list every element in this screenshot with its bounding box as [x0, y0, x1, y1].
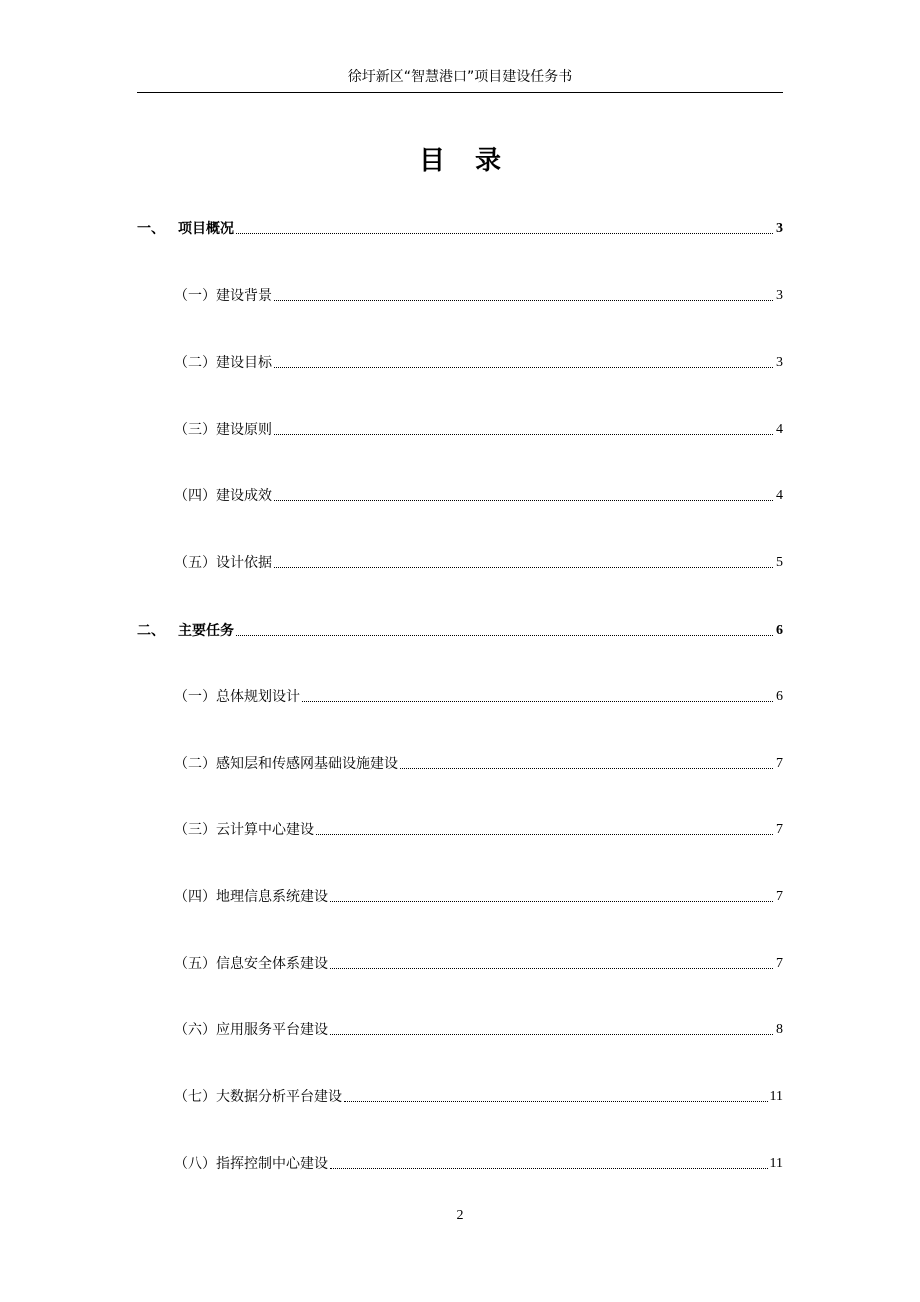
toc-leader-dots [274, 366, 773, 368]
toc-page: 4 [776, 488, 783, 503]
toc-page: 8 [776, 1022, 783, 1037]
toc-page: 6 [776, 689, 783, 704]
toc-entry[interactable] [137, 817, 783, 839]
toc-label: 设计依据 [216, 555, 272, 571]
toc-number: （一） [174, 288, 216, 304]
toc-page: 7 [776, 756, 783, 771]
toc-label: 应用服务平台建设 [216, 1022, 328, 1038]
toc-page: 11 [769, 1089, 783, 1104]
toc-number: （三） [174, 822, 216, 838]
toc-title: 目录 [418, 146, 531, 176]
toc-leader-dots [302, 700, 773, 702]
toc-label: 信息安全体系建设 [216, 956, 328, 972]
toc-number: （五） [174, 555, 216, 571]
toc-label: 地理信息系统建设 [216, 889, 328, 905]
toc-label: 建设原则 [216, 422, 272, 438]
toc-page: 6 [776, 623, 783, 638]
toc-entry[interactable] [137, 550, 783, 572]
toc-number: （六） [174, 1022, 216, 1038]
toc-page: 11 [769, 1156, 783, 1171]
toc-leader-dots [236, 232, 773, 234]
toc-number: （七） [174, 1089, 216, 1105]
toc-page: 5 [776, 555, 783, 570]
toc-leader-dots [316, 833, 773, 835]
toc-number: （三） [174, 422, 216, 438]
toc-leader-dots [330, 967, 773, 969]
toc-leader-dots [344, 1100, 768, 1102]
toc-page: 7 [776, 889, 783, 904]
toc-number: （四） [174, 889, 216, 905]
toc-leader-dots [400, 767, 773, 769]
toc-leader-dots [330, 1033, 773, 1035]
toc-number: （五） [174, 956, 216, 972]
toc-label: 云计算中心建设 [216, 822, 314, 838]
page-number: 2 [456, 1208, 464, 1223]
toc-leader-dots [274, 433, 773, 435]
toc-entry[interactable] [137, 1084, 783, 1106]
toc-leader-dots [330, 900, 773, 902]
toc-label: 建设成效 [216, 488, 272, 504]
toc-leader-dots [274, 299, 773, 301]
toc-label: 项目概况 [178, 221, 234, 237]
toc-number: （一） [174, 689, 216, 705]
toc-number: （二） [174, 355, 216, 371]
toc-entry[interactable] [137, 417, 783, 439]
toc-page: 7 [776, 956, 783, 971]
toc-label: 建设背景 [216, 288, 272, 304]
toc-entry[interactable] [137, 283, 783, 305]
toc-page: 4 [776, 422, 783, 437]
toc-number: （二） [174, 756, 216, 772]
toc-leader-dots [274, 499, 773, 501]
toc-leader-dots [236, 634, 773, 636]
toc-entry[interactable] [137, 751, 783, 773]
toc-label: 总体规划设计 [216, 689, 300, 705]
toc-page: 3 [776, 355, 783, 370]
toc-page: 7 [776, 822, 783, 837]
toc-leader-dots [330, 1167, 768, 1169]
toc-number: （八） [174, 1156, 216, 1172]
toc-entry[interactable] [137, 216, 783, 238]
toc-entry[interactable] [137, 1017, 783, 1039]
toc-entry[interactable] [137, 951, 783, 973]
toc-number: （四） [174, 488, 216, 504]
toc-entry[interactable] [137, 350, 783, 372]
toc-entry[interactable] [137, 884, 783, 906]
toc-number: 二、 [137, 623, 165, 639]
toc-label: 指挥控制中心建设 [216, 1156, 328, 1172]
toc-number: 一、 [137, 221, 165, 237]
toc-entry[interactable] [137, 1151, 783, 1173]
toc-label: 建设目标 [216, 355, 272, 371]
header-divider [137, 92, 783, 93]
toc-entry[interactable] [137, 483, 783, 505]
toc-label: 感知层和传感网基础设施建设 [216, 756, 398, 772]
toc-label: 主要任务 [178, 623, 234, 639]
toc-page: 3 [776, 221, 783, 236]
toc-leader-dots [274, 566, 773, 568]
toc-entry[interactable] [137, 684, 783, 706]
toc-label: 大数据分析平台建设 [216, 1089, 342, 1105]
toc-entry[interactable] [137, 618, 783, 640]
toc-page: 3 [776, 288, 783, 303]
running-header: 徐圩新区“智慧港口”项目建设任务书 [347, 69, 573, 85]
